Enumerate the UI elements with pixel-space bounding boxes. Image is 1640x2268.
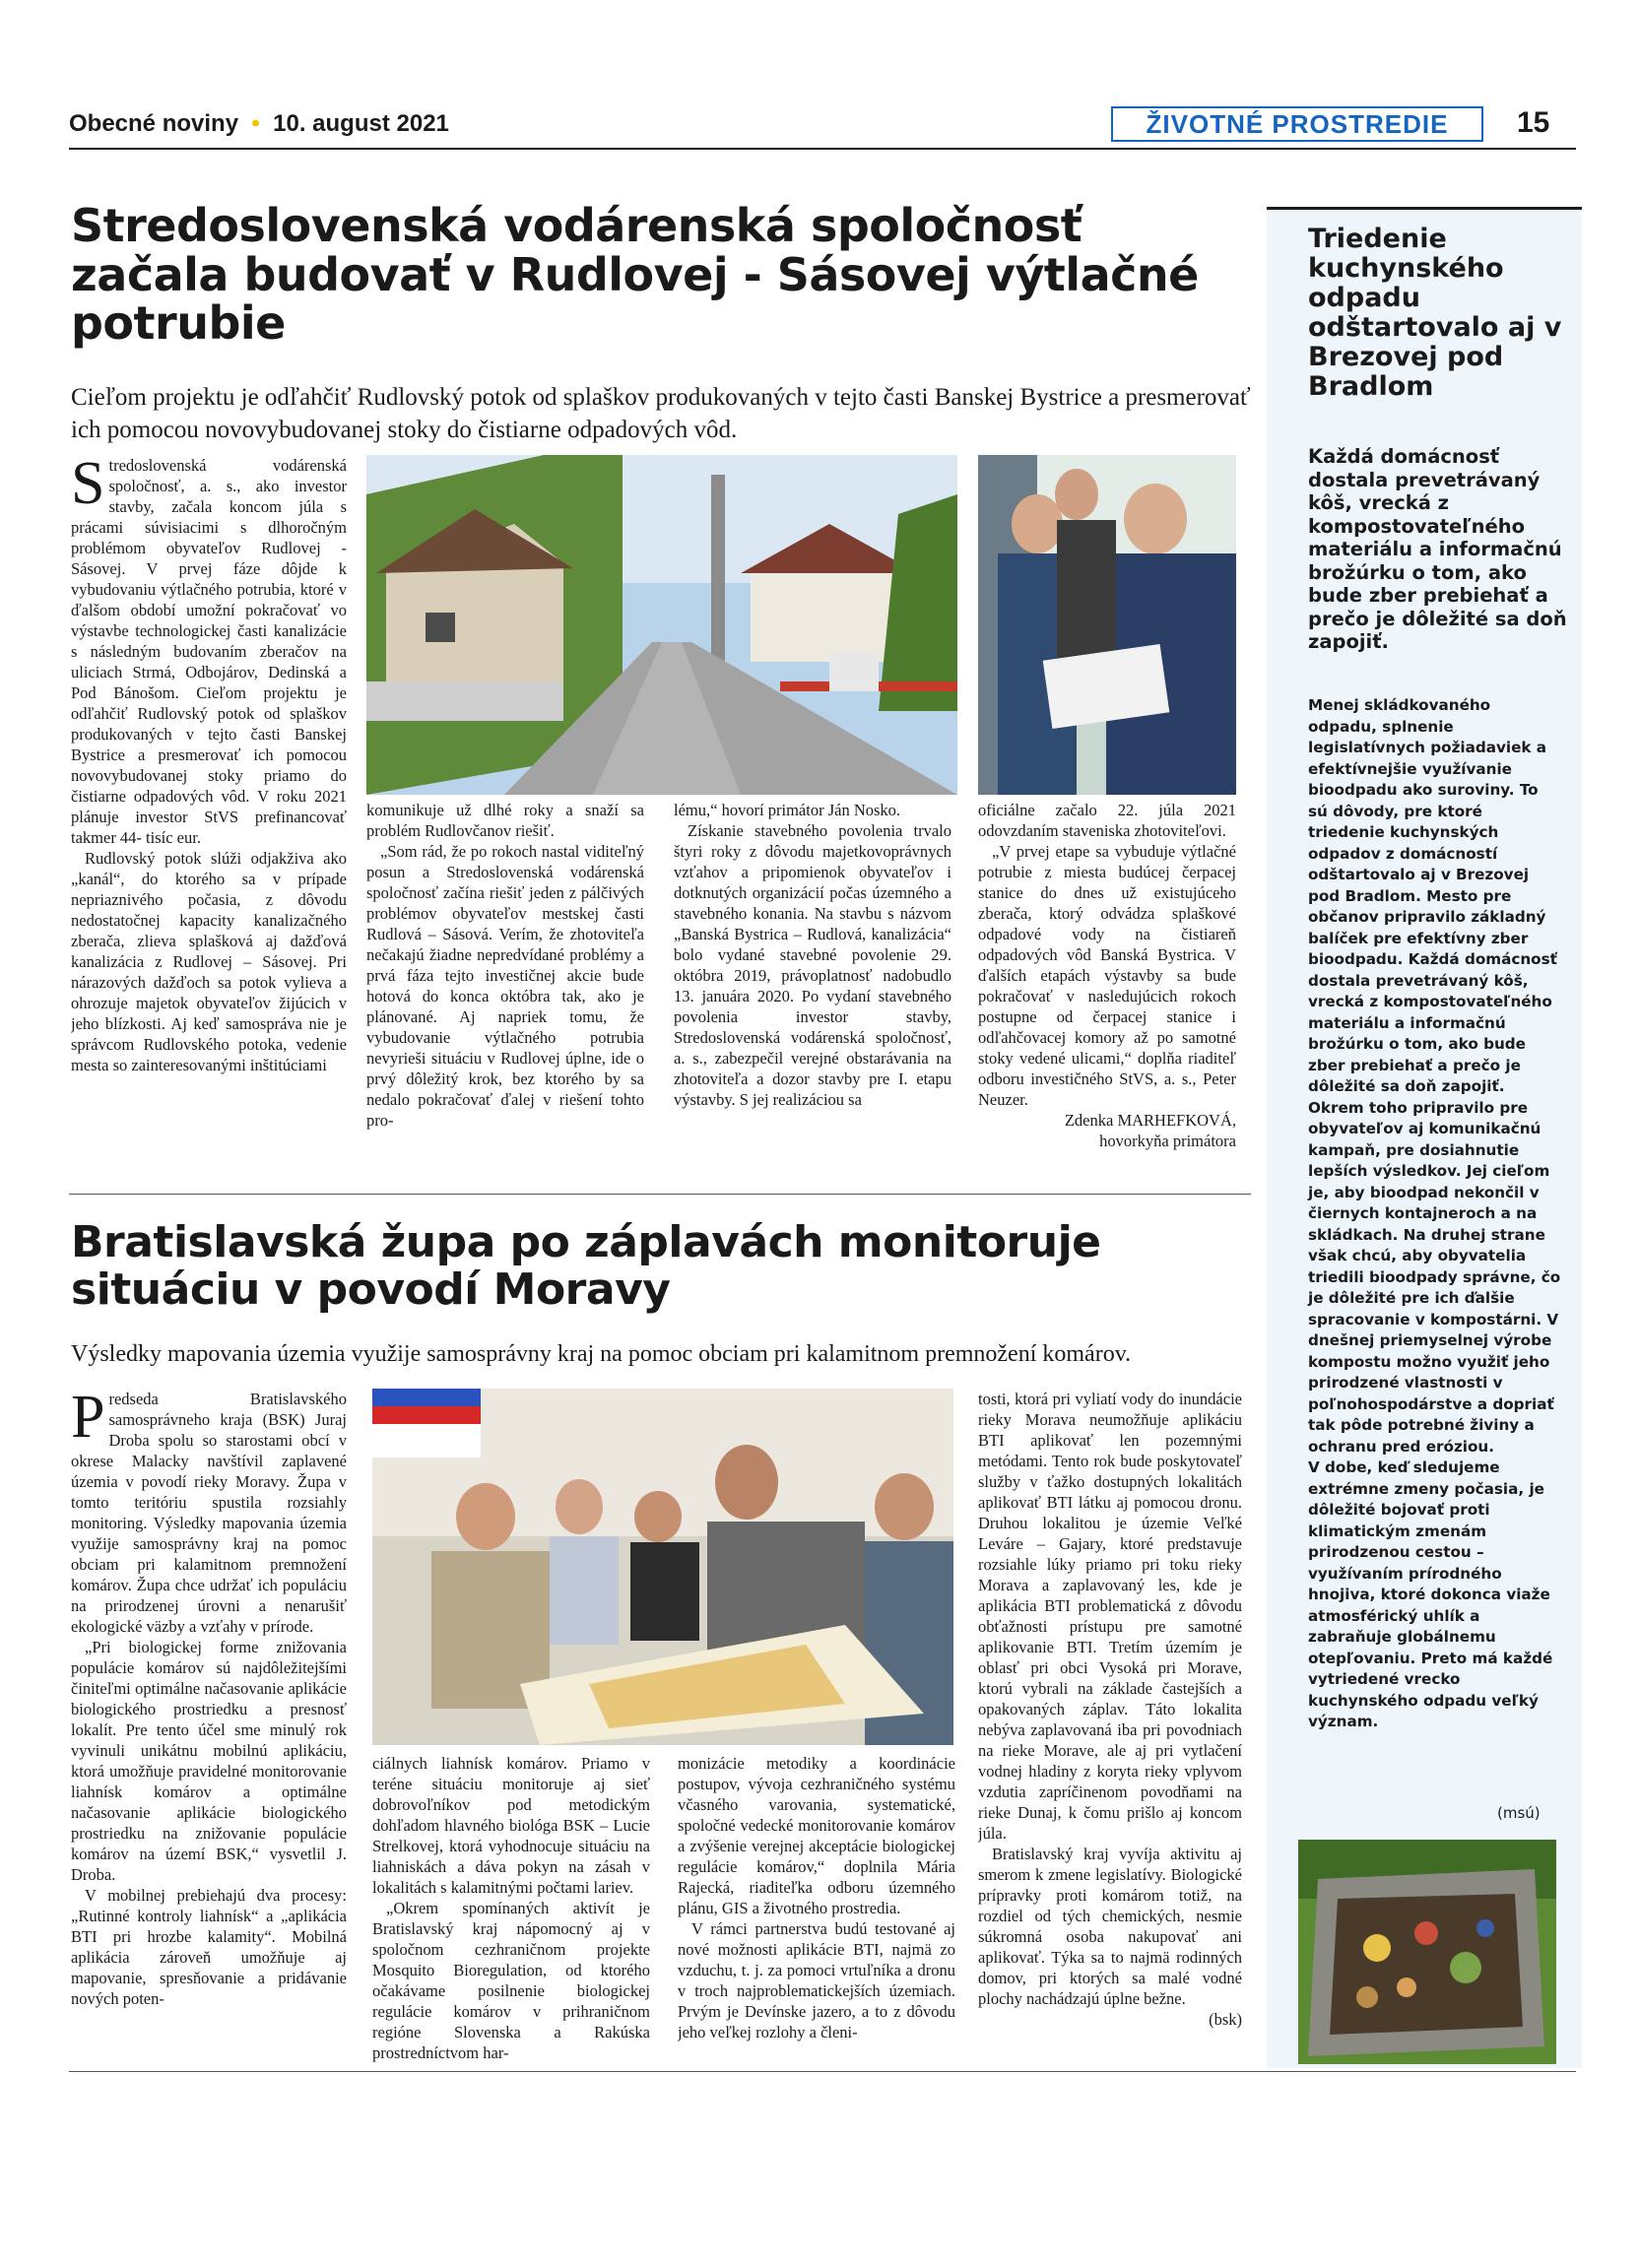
publication-line (69, 110, 449, 138)
article1-signature-name: Zdenka MARHEFKOVÁ, (1064, 1111, 1236, 1130)
article2-paragraph: Predseda Bratislavského samosprávneho kraja (BSK) Juraj Droba spolu so starostami obcí v okrese Malacky navštívil zaplavené územia v povodí rieky Moravy. Župa v tomto teritóriu spustila rozsiahly monitoring. Výsledky mapovania územia využije samosprávny kraj na pomoc obciam pri kalamitnom premnožení komárov. Župa chce udržať ich populáciu na prirodzenej úrovni a nenarušiť ekologické väzby a vzťahy v prírode. (71, 1389, 347, 1636)
article-divider (69, 1194, 1251, 1195)
article2-signature: (bsk) (1209, 2010, 1242, 2029)
article2-column-2 (372, 1753, 650, 2068)
compost-bin-photo (1298, 1840, 1556, 2064)
article1-paragraph: lému,“ hovorí primátor Ján Nosko. (674, 801, 901, 819)
article1-paragraph: oficiálne začalo 22. júla 2021 odovzdaním staveniska zhotoviteľovi. (978, 801, 1236, 840)
sidebar-subheadline: Každá domácnosť dostala prevetrávaný kôš, vrecká z kompostovateľného materiálu a informačnú brožúrku o tom, ako bude zber prebiehať a prečo je dôležité sa doň zapojiť. (1308, 445, 1567, 653)
article1-paragraph: Stredoslovenská vodárenská spoločnosť, a. s., ako investor stavby, začala koncom júla s prácami súvisiacimi s dlhoročným problémom obyvateľov Rudlovej - Sásovej. V prvej fáze dôjde k vybudovaniu výtlačného potrubia, ktoré v ďalšom období umožní pokračovať vo výstavbe technologickej časti kanalizácie s následným budovaním zberačov na uliciach Strmá, Odbojárov, Dedinská a Pod Bánošom. Cieľom projektu je odľahčiť Rudlovský potok od splaškov produkovaných v tejto časti Banskej Bystrice a presmerovať ich pomocou novovybudovanej stoky priamo do čistiarne odpadových vôd. V roku 2021 plánuje investor StVS prefinancovať takmer 44- tisíc eur. (71, 455, 347, 847)
article1-headline: Stredoslovenská vodárenská spoločnosť začala budovať v Rudlovej - Sásovej výtlačné potrubie (71, 199, 1199, 351)
article1-paragraph: Získanie stavebného povolenia trvalo štyri roky z dôvodu majetkovoprávnych vzťahov a pripomienok obyvateľov i dotknutých organizácií počas územného a stavebného konania. Na stavbu s názvom „Banská Bystrica – Rudlová, kanalizácia“ bolo vydané stavebné povolenie 29. októbra 2019, právoplatnosť nadobudlo 13. januára 2020. Po vydaní stavebného povolenia investor stavby, Stredoslovenská vodárenská spoločnosť, a. s., zabezpečil verejné obstarávania na zhotoviteľa a dozor stavby pre I. etapu výstavby. S jej realizáciou sa (674, 821, 951, 1109)
section-label: ŽIVOTNÉ PROSTREDIE (1111, 106, 1483, 142)
article2-paragraph: V mobilnej prebiehajú dva procesy: „Rutinné kontroly liahnísk“ a „aplikácia BTI pri hrozbe kalamity“. Mobilná aplikácia zároveň umožňuje aj mapovanie, spresňovanie a pridávanie nových poten- (71, 1886, 347, 2008)
sidebar-signature: (msú) (1497, 1804, 1541, 1822)
sidebar-headline: Triedenie kuchynského odpadu odštartovalo aj v Brezovej pod Bradlom (1308, 224, 1562, 402)
article2-paragraph: tosti, ktorá pri vyliatí vody do inundácie rieky Morava neumožňuje aplikáciu BTI aplikovať len pozemnými metódami. Tento rok bude poskytovateľ služby v ťažko dostupných lokalitách aplikovať BTI látku aj pomocou dronu. Druhou lokalitou je územie Veľké Leváre – Gajary, ktoré predstavuje rozsiahle lúky priamo pri toku rieky Morava a zaplavovaný les, kde je aplikácia BTI problematická z dôvodu obťažnosti prístupu pre samotné aplikovanie BTI. Tretím územím je oblasť pri obci Vysoká pri Morave, ktorú vybrali na základe častejších a opakovaných záplav. Táto lokalita nebýva zaplavovaná iba pri povodniach na rieke Morave, ale aj pri vytlačení vodnej hladiny z koryta rieky vplyvom vzdutia zapríčinenom povodňami na rieke Dunaj, k čomu prišlo aj koncom júla. (978, 1390, 1242, 1843)
paper-name: Obecné noviny (69, 110, 239, 137)
page-number: 15 (1517, 106, 1550, 139)
sidebar-paragraph: V dobe, keď sledujeme extrémne zmeny počasia, je dôležité bojovať proti klimatickým zmenám prirodzenou cestou – využívaním prírodného hnojiva, ktoré dokonca viaže atmosférický uhlík a zabraňuje globálnemu otepľovaniu. Preto má každé vytriedené vrecko kuchynského odpadu veľký význam. (1308, 1458, 1553, 1730)
article1-column-4 (978, 800, 1236, 1194)
article1-lead: Cieľom projektu je odľahčiť Rudlovský potok od splaškov produkovaných v tejto časti Banskej Bystrice a presmerovať ich pomocou novovybudovanej stoky do čistiarne odpadových vôd. (71, 384, 1251, 443)
article2-paragraph: monizácie metodiky a koordinácie postupov, vývoja cezhraničného systému včasného varovania, systematické, spoločné vedecké monitorovanie komárov a zvýšenie verejnej akceptácie biologickej regulácie komárov,“ doplnila Mária Rajecká, riaditeľka odboru územného plánu, GIS a životného prostredia. (678, 1754, 955, 1917)
article2-column-1 (71, 1389, 347, 2068)
drop-cap: P (71, 1389, 105, 1451)
drop-cap: S (71, 455, 105, 517)
article2-paragraph: „Okrem spomínaných aktivít je Bratislavský kraj nápomocný aj v spoločnom cezhraničnom projekte Mosquito Bioregulation, od ktorého očakávame posilnenie biologickej regulácie komárov v prihraničnom regióne Slovenska a Rakúska prostredníctvom har- (372, 1899, 650, 2062)
article2-paragraph: ciálnych liahnísk komárov. Priamo v teréne situáciu monitoruje aj sieť dobrovoľníkov pod metodickým dohľadom hlavného biológa BSK – Lucie Strelkovej, ktorá vyhodnocuje situáciu na liahniskách a dáva pokyn na zásah v lokalitách s kalamitnými počtami lariev. (372, 1754, 650, 1897)
article2-column-3 (678, 1753, 955, 2068)
article2-paragraph: Bratislavský kraj vyvíja aktivitu aj smerom k zmene legislatívy. Biologické prípravky proti komárom totiž, na rozdiel od tých chemických, nesmie súkromná osoba nakupovať ani aplikovať. Týka sa to najmä rodinných domov, pri ktorých sa malé vodné plochy nachádzajú úplne bežne. (978, 1845, 1242, 2008)
street-photo (366, 455, 957, 795)
article2-lead: Výsledky mapovania územia využije samosprávny kraj na pomoc obciam pri kalamitnom premnožení komárov. (71, 1341, 1132, 1367)
article2-column-4 (978, 1389, 1242, 2068)
article1-column-1 (71, 455, 347, 1192)
separator-dot: • (244, 110, 267, 137)
article1-signature-role: hovorkyňa primátora (1099, 1132, 1236, 1150)
page-header (69, 106, 1576, 146)
article1-paragraph: Rudlovský potok slúži odjakživa ako „kanál“, do ktorého sa v prípade nepriaznivého počasia, z dôvodu nedostatočnej kapacity kanalizačného zberača, zlieva splašková aj dažďová kanalizácia z Rudlovej – Sásovej. Pri nárazových dažďoch sa potok vylieva a ohrozuje majetok obyvateľov žijúcich v jeho blízkosti. Aj keď samospráva nie je správcom Rudlovského potoka, vedenie mesta so zainteresovanými inštitúciami (71, 849, 347, 1074)
meeting-photo (978, 455, 1236, 795)
sidebar-paragraph: Menej skládkovaného odpadu, splnenie legislatívnych požiadaviek a efektívnejšie využívanie bioodpadu ako suroviny. To sú dôvody, pre ktoré triedenie kuchynských odpadov z domácností odštartovalo aj v Brezovej pod Bradlom. Mesto pre občanov pripravilo základný balíček pre efektívny zber bioodpadu. Každá domácnosť dostala prevetrávaný kôš, vrecká z kompostovateľného materiálu a informačnú brožúrku o tom, ako bude zber prebiehať a prečo je dôležité sa doň zapojiť. Okrem toho pripravilo pre obyvateľov aj komunikačnú kampaň, pre dosiahnutie lepších výsledkov. Jej cieľom je, aby bioodpad nekončil v čiernych kontajneroch a na skládkach. Na druhej strane však chcú, aby obyvatelia triedili bioodpady správne, čo je dôležité pre ich ďalšie spracovanie v kompostárni. V dnešnej priemyselnej výrobe kompostu možno využiť jeho prirodzené vlastnosti v poľnohospodárstve a dopriať tak pôde potrebné živiny a ochranu pred eróziou. (1308, 696, 1561, 1456)
article1-paragraph: „Som rád, že po rokoch nastal viditeľný posun a Stredoslovenská vodárenská spoločnosť začína riešiť jeden z pálčivých problémov obyvateľov mestskej časti Rudlová – Sásová. Verím, že zhotoviteľa nečakajú žiadne nepredvídané problémy a prvá fáza tejto investičnej akcie bude hotová do konca októbra tak, ako je plánované. Aj napriek tomu, že vybudovanie výtlačného potrubia nevyrieši situáciu v Rudlovej úplne, ide o prvý dôležitý krok, bez ktorého by sa nedalo pokračovať ďalej v riešení tohto pro- (366, 842, 644, 1130)
footer-rule (69, 2071, 1576, 2072)
sidebar-body (1308, 695, 1562, 1733)
article2-paragraph: „Pri biologickej forme znižovania populácie komárov sú najdôležitejšími činiteľmi optimálne načasovanie aplikácie biologického prostriedku a presnosť lokalít. Pre tento účel sme minulý rok vyvinuli unikátnu mobilnú aplikáciu, ktorá umožňuje pravidelné monitorovanie liahnísk komárov a optimálne načasovanie aplikácie biologického prostriedku na znižovanie populácie komárov na území BSK,“ vysvetlil J. Droba. (71, 1638, 347, 1884)
article1-column-3 (674, 800, 951, 1194)
header-rule (69, 148, 1576, 150)
article1-paragraph: komunikuje už dlhé roky a snaží sa problém Rudlovčanov riešiť. (366, 801, 644, 840)
article1-column-2 (366, 800, 644, 1194)
article2-paragraph: V rámci partnerstva budú testované aj nové možnosti aplikácie BTI, najmä zo vzduchu, t. j. za pomoci vrtuľníka a dronu v troch najproblematickejších územiach. Prvým je Devínske jazero, a to z dôvodu jeho veľkej rozlohy a členi- (678, 1919, 955, 2041)
article1-paragraph: „V prvej etape sa vybuduje výtlačné potrubie z miesta budúcej čerpacej stanice do dnes už existujúceho zberača, ktorý odvádza splaškové odpadové vody na čistiareň odpadových vôd Banská Bystrica. V ďalších etapách výstavby sa bude pokračovať v nasledujúcich rokoch postupne od čerpacej stanice i odľahčovacej komory až po samotné stoky vedené ulicami,“ doplňa riaditeľ odboru investičného StVS, a. s., Peter Neuzer. (978, 842, 1236, 1109)
group-meeting-photo (372, 1389, 953, 1745)
article2-headline: Bratislavská župa po záplavách monitoruje situáciu v povodí Moravy (71, 1217, 1101, 1315)
issue-date: 10. august 2021 (273, 110, 449, 137)
sidebar-top-rule (1267, 207, 1582, 210)
